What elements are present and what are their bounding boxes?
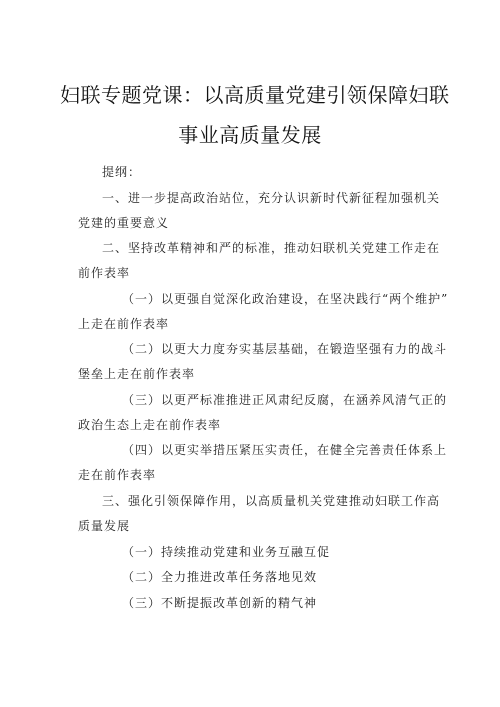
outline-item-1-line-2: 党建的重要意义 xyxy=(78,216,170,230)
outline-item-2-4 xyxy=(78,438,448,488)
outline-item-2-1 xyxy=(78,287,449,337)
outline-item-2-2-line-2: 堡垒上走在前作表率 xyxy=(78,367,196,381)
outline-item-3-1-line-1: （一）持续推动党建和业务互融互促 xyxy=(122,545,331,559)
outline-item-3-3 xyxy=(78,591,430,616)
outline-item-2-3-line-1: （三）以更严标准推进正风肃纪反腐，在涵养风清气正的 xyxy=(122,393,448,407)
outline-item-2-3 xyxy=(78,388,448,438)
outline-item-2 xyxy=(78,236,441,286)
outline-item-2-3-line-2: 政治生态上走在前作表率 xyxy=(78,418,222,432)
outline-item-2-2-line-1: （二）以更大力度夯实基层基础，在锻造坚强有力的战斗 xyxy=(122,342,448,356)
outline-item-1-line-1: 一、进一步提高政治站位，充分认识新时代新征程加强机关 xyxy=(102,191,441,205)
outline-item-3-2-line-1: （二）全力推进改革任务落地见效 xyxy=(122,570,318,584)
outline-item-3 xyxy=(78,489,441,539)
outline-label: 提纲： xyxy=(102,165,142,179)
outline-item-2-4-line-1: （四）以更实举措压紧压实责任，在健全完善责任体系上 xyxy=(122,443,448,457)
outline-item-3-line-1: 三、强化引领保障作用，以高质量机关党建推动妇联工作高 xyxy=(102,494,441,508)
outline-label-paragraph xyxy=(78,160,430,185)
outline-item-1 xyxy=(78,186,441,236)
outline-item-2-1-line-2: 上走在前作表率 xyxy=(78,317,170,331)
outline-item-3-line-2: 质量发展 xyxy=(78,519,131,533)
outline-item-2-2 xyxy=(78,337,448,387)
document-title-line-1: 妇联专题党课：以高质量党建引领保障妇联 xyxy=(60,83,450,107)
outline-item-2-1-line-1: （一）以更强自觉深化政治建设，在坚决践行“两个维护” xyxy=(122,292,449,306)
outline-item-2-4-line-2: 走在前作表率 xyxy=(78,468,157,482)
outline-item-2-line-1: 二、坚持改革精神和严的标准，推动妇联机关党建工作走在 xyxy=(102,241,441,255)
outline-item-2-line-2: 前作表率 xyxy=(78,266,131,280)
outline-item-3-1 xyxy=(78,540,430,565)
document-title-line-2: 事业高质量发展 xyxy=(178,123,322,147)
outline-item-3-3-line-1: （三）不断提振改革创新的精气神 xyxy=(122,596,318,610)
outline-item-3-2 xyxy=(78,565,430,590)
